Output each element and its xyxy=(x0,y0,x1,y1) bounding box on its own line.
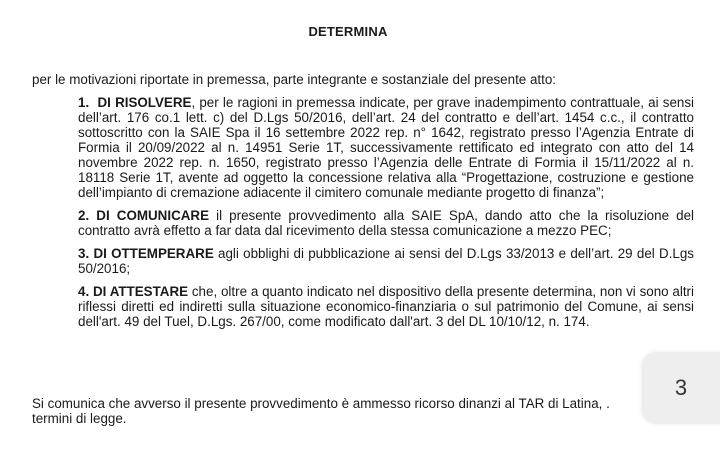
list-item xyxy=(78,246,694,276)
item-text: il presente provvedimento alla SAIE SpA, dando atto che la risoluzione del contratto avrà effetto a far data dal ricevimento della stessa comunicazione a mezzo PEC; xyxy=(78,208,695,238)
list-item xyxy=(78,95,694,200)
page-number: 3 xyxy=(674,375,688,400)
footer-paragraph: Si comunica che avverso il presente provvedimento è ammesso ricorso dinanzi al TAR di Latina, . termini di legge. xyxy=(32,396,610,426)
item-text: che, oltre a quanto indicato nel dispositivo della presente determina, non vi sono altri riflessi diretti ed indiretti sulla situazione economico-finanziaria o sul patrimonio del Comune, ai sensi dell'art. 49 del Tuel, D.Lgs. 267/00, come modificato dall'art. 3 del DL 10/10/12, n. 174. xyxy=(78,284,694,329)
item-number: 1. xyxy=(78,95,90,110)
item-verb: DI OTTEMPERARE xyxy=(93,246,214,261)
item-number: 3. xyxy=(78,246,90,261)
determination-list xyxy=(78,95,694,337)
item-verb: DI RISOLVERE xyxy=(97,95,192,110)
item-number: 4. xyxy=(78,284,90,299)
item-text: agli obblighi di pubblicazione ai sensi del D.Lgs 33/2013 e dell’art. 29 del D.Lgs 50/2016; xyxy=(78,246,694,276)
document-title: DETERMINA xyxy=(308,24,388,39)
list-item xyxy=(78,284,694,329)
list-item xyxy=(78,208,694,238)
item-verb: DI ATTESTARE xyxy=(92,284,189,299)
item-verb: DI COMUNICARE xyxy=(96,208,210,223)
item-text: , per le ragioni in premessa indicate, per grave inadempimento contrattuale, ai sensi dell’art. 176 co.1 lett. c) del D.Lgs 50/2016, dell’art. 24 del contratto e dell’art. 1454 c.c., il contratto sottoscritto con la SAIE Spa il 16 settembre 2022 rep. n° 1642, registrato presso l’Agenzia Entrate di Formia il 20/09/2022 al n. 14951 Serie 1T, successivamente rettificato ed integrato con atto del 14 novembre 2022 rep. n. 1650, registrato presso l’Agenzia delle Entrate di Formia il 15/11/2022 al n. 18118 Serie 1T, avente ad oggetto la concessione relativa alla “Progettazione, costruzione e gestione dell’impianto di cremazione adiacente il cimitero comunale mediante progetto di finanza”; xyxy=(78,95,695,200)
page-number-badge[interactable] xyxy=(642,352,720,424)
intro-paragraph: per le motivazioni riportate in premessa, parte integrante e sostanziale del presente atto: xyxy=(32,72,557,87)
item-number: 2. xyxy=(78,208,90,223)
